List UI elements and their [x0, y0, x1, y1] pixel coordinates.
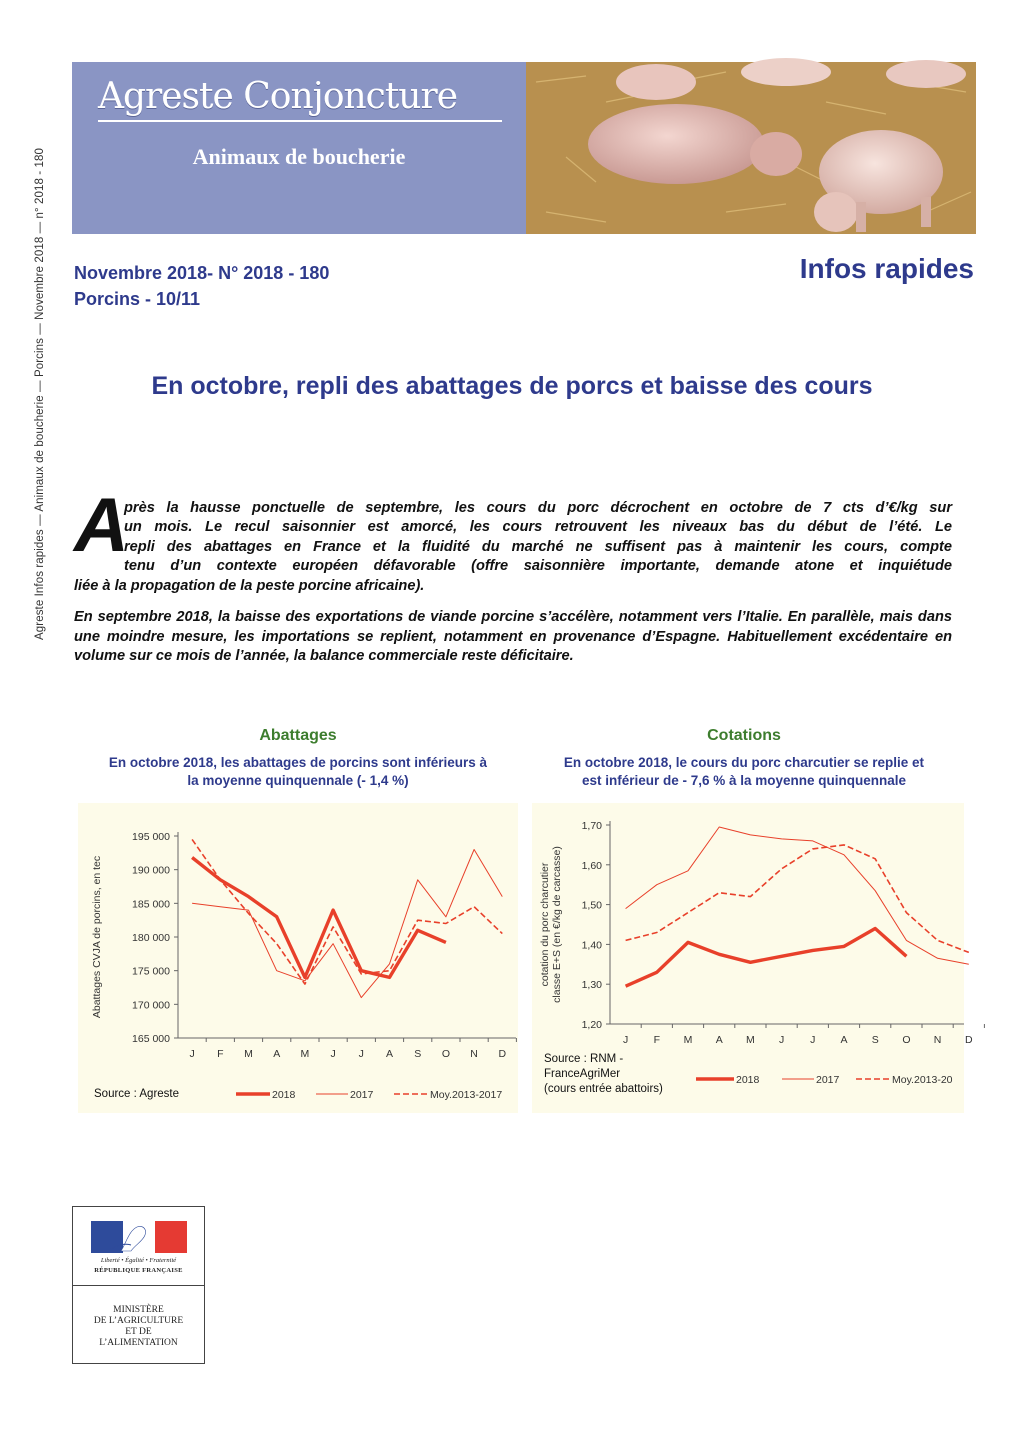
republic-motto: Liberté • Égalité • Fraternité	[100, 1257, 177, 1264]
chart2-y-tick-label: 1,50	[581, 899, 602, 912]
chart2-source	[544, 1052, 663, 1097]
chart2-legend-label: Moy.2013-20	[892, 1074, 953, 1086]
intro-line-3: repli des abattages en France et la fluidité du marché ne suffisent pas à maintenir les cours, compte	[124, 539, 952, 555]
chart1-y-tick-label: 195 000	[132, 831, 170, 843]
intro-line-4: tenu d’un contexte européen défavorable (offre saisonnière importante, demande atone et inquiétude	[124, 558, 952, 574]
chart2-y-axis-label: cotation du porc charcutier	[539, 862, 551, 987]
banner-subtitle: Animaux de boucherie	[192, 144, 406, 169]
brand-underline	[98, 120, 502, 122]
chart2-x-tick-label: J	[622, 1034, 629, 1046]
republic-name: RÉPUBLIQUE FRANÇAISE	[94, 1267, 183, 1274]
chart2-x-tick-label: M	[746, 1034, 755, 1046]
chart1-y-tick-label: 190 000	[132, 864, 170, 877]
chart1-subtitle-line2: la moyenne quinquennale (- 1,4 %)	[187, 773, 409, 788]
chart2-cotations	[532, 803, 973, 1113]
chart1-series-2017	[192, 850, 502, 998]
page-title: En octobre, repli des abattages de porcs et baisse des cours	[151, 372, 873, 400]
chart1-series-2018	[192, 858, 446, 978]
logo-divider	[73, 1285, 204, 1286]
chart2-series-Moy-2013-20	[626, 845, 969, 953]
intro-line-1: près la hausse ponctuelle de septembre, les cours du porc décrochent en octobre de 7 cts d’€/kg sur	[124, 500, 952, 516]
ministry-name	[73, 1305, 204, 1349]
chart1-legend-label: Moy.2013-2017	[430, 1089, 503, 1101]
chart1-x-tick-label: F	[217, 1048, 224, 1060]
chart2-series-2018	[626, 929, 907, 987]
chart2-legend-label: 2017	[816, 1074, 840, 1086]
chart2-legend-label: 2018	[736, 1074, 760, 1086]
chart1-x-tick-label: M	[244, 1048, 253, 1060]
chart1-y-tick-label: 185 000	[132, 898, 170, 911]
chart1-x-tick-label: O	[441, 1048, 450, 1060]
chart2-x-tick-label: F	[653, 1034, 661, 1046]
chart1-y-tick-label: 165 000	[132, 1033, 170, 1045]
paragraph-exports: En septembre 2018, la baisse des exportations de viande porcine s’accélère, notamment vers l’Italie. En parallèle, mais dans une moindre mesure, les importations se replient, notamment en provenance d’Espagne. Habituellement excédentaire en volume sur ce mois de l’année, la balance commerciale reste déficitaire.	[74, 609, 952, 665]
ministry-line-2: DE L’AGRICULTURE	[93, 1316, 184, 1326]
chart2-y-tick-label: 1,60	[581, 859, 602, 872]
chart2-x-tick-label: N	[933, 1034, 942, 1046]
chart2-y-axis-label: classe E+S (en €/kg de carcasse)	[551, 846, 563, 1003]
chart1-x-tick-label: M	[300, 1048, 310, 1060]
ministry-line-4: L’ALIMENTATION	[99, 1338, 178, 1348]
banner	[72, 62, 976, 234]
ministry-logo	[72, 1206, 205, 1364]
ministry-line-3: ET DE	[125, 1327, 152, 1337]
drop-cap: A	[74, 483, 129, 568]
chart1-x-tick-label: S	[414, 1048, 422, 1060]
intro-line-2: un mois. Le recul saisonnier est amorcé, les cours retrouvent les niveaux bas du début de l’été. Le	[124, 519, 952, 535]
chart2-x-tick-label: A	[840, 1034, 848, 1046]
pigs-photo	[526, 62, 976, 234]
chart1-x-tick-label: N	[470, 1048, 478, 1060]
chart1-subtitle	[74, 754, 522, 790]
chart2-x-tick-label: S	[871, 1034, 879, 1046]
issue-number: Novembre 2018- N° 2018 - 180	[74, 263, 330, 283]
chart1-x-tick-label: D	[498, 1048, 507, 1060]
chart1-legend-label: 2018	[272, 1089, 296, 1101]
chart1-source: Source : Agreste	[94, 1088, 180, 1100]
chart2-y-tick-label: 1,20	[581, 1019, 602, 1031]
chart2-title: Cotations	[707, 727, 781, 744]
chart1-y-tick-label: 175 000	[132, 965, 170, 978]
chart2-source-line2: FranceAgriMer	[544, 1068, 621, 1080]
chart1-series-Moy-2013-2017	[192, 839, 502, 984]
chart1-x-tick-label: A	[273, 1048, 281, 1060]
chart2-source-line3: (cours entrée abattoirs)	[544, 1083, 663, 1095]
intro-line-5: liée à la propagation de la peste porcine africaine).	[74, 578, 425, 594]
side-running-header: Agreste Infos rapides — Animaux de boucherie — Porcins — Novembre 2018 — n° 2018 - 180	[34, 148, 46, 640]
chart1-y-tick-label: 180 000	[132, 932, 170, 944]
chart2-x-tick-label: D	[965, 1034, 973, 1046]
ministry-line-1: MINISTÈRE	[113, 1305, 164, 1315]
brand-title: Agreste Conjoncture	[98, 76, 457, 117]
chart2-y-tick-label: 1,40	[581, 939, 602, 952]
publication-type: Infos rapides	[799, 253, 974, 284]
banner-title-panel	[72, 62, 526, 234]
chart1-svg	[78, 803, 518, 1113]
chart1-title: Abattages	[259, 727, 337, 744]
section-label: Porcins - 10/11	[74, 289, 201, 309]
chart2-subtitle-line2: est inférieur de - 7,6 % à la moyenne quinquennale	[581, 773, 907, 788]
chart1-y-tick-label: 170 000	[132, 999, 170, 1012]
chart2-x-tick-label: O	[902, 1034, 911, 1046]
chart1-subtitle-line1: En octobre 2018, les abattages de porcins sont inférieurs à	[108, 755, 488, 770]
chart1-x-tick-label: A	[385, 1048, 394, 1060]
chart2-source-line1: Source : RNM -	[544, 1053, 624, 1065]
chart2-subtitle	[530, 754, 958, 790]
chart2-x-tick-label: J	[778, 1034, 785, 1046]
chart2-y-tick-label: 1,70	[581, 820, 602, 832]
marianne-flag-icon	[91, 1221, 187, 1253]
chart2-subtitle-line1: En octobre 2018, le cours du porc charcutier se replie et	[563, 755, 925, 770]
chart1-x-tick-label: J	[330, 1048, 336, 1060]
chart2-x-tick-label: J	[810, 1034, 816, 1046]
chart1-y-axis-label: Abattages CVJA de porcins, en tec	[91, 855, 103, 1019]
chart1-x-tick-label: J	[358, 1048, 364, 1060]
chart1-abattages	[78, 803, 518, 1113]
chart1-legend-label: 2017	[350, 1089, 374, 1101]
chart2-x-tick-label: A	[715, 1034, 723, 1046]
chart1-x-tick-label: J	[189, 1048, 195, 1060]
chart2-x-tick-label: M	[683, 1034, 693, 1046]
chart2-y-tick-label: 1,30	[581, 979, 602, 992]
chart2-series-2017	[626, 827, 969, 964]
